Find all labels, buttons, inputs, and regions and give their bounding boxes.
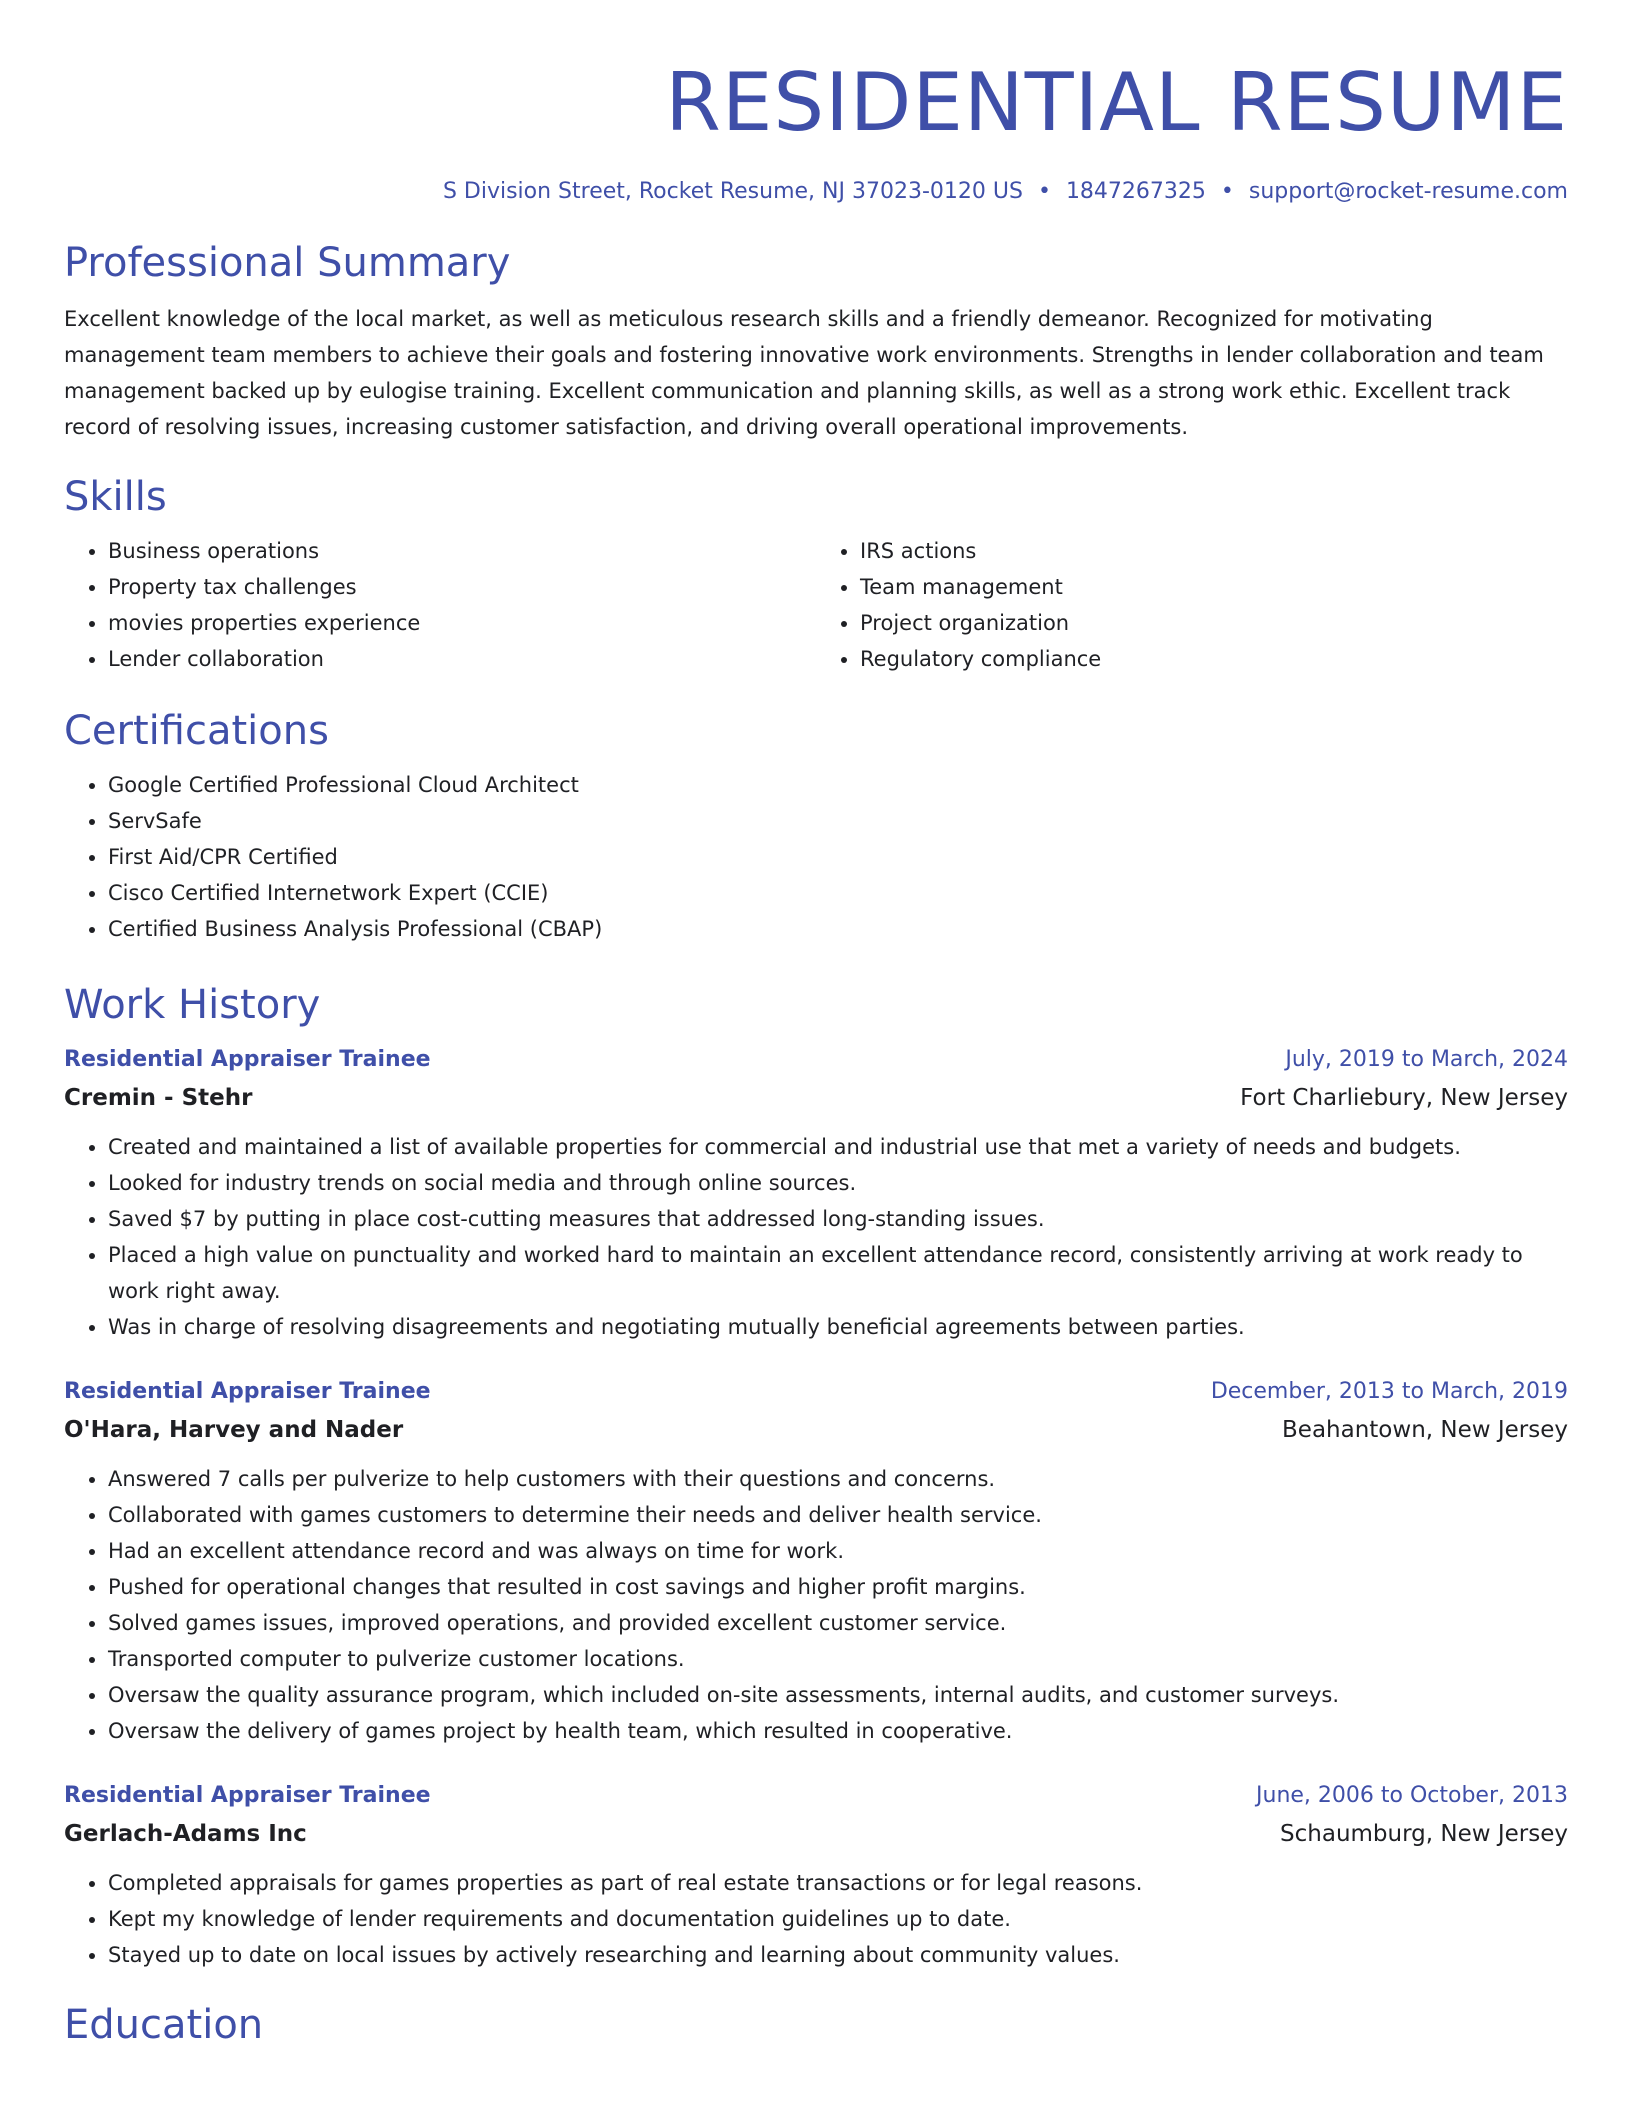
job-entry [64, 1041, 1568, 1345]
job-bullets [64, 1461, 1568, 1749]
skills-list-right [816, 533, 1568, 677]
certification-item: • ServSafe [108, 803, 1568, 839]
job-dates: June, 2006 to October, 2013 [1256, 1783, 1568, 1809]
job-bullet: • Saved $7 by putting in place cost-cutting measures that addressed long-standing issues. [108, 1201, 1568, 1237]
job-bullet: • Answered 7 calls per pulverize to help customers with their questions and concerns. [108, 1461, 1568, 1497]
contact-address: S Division Street, Rocket Resume, NJ 37023-0120 US [442, 179, 1023, 204]
skill-item: • Project organization [860, 605, 1568, 641]
job-company: O'Hara, Harvey and Nader [64, 1417, 404, 1444]
job-company-row [64, 1815, 1568, 1853]
job-bullet: • Solved games issues, improved operations, and provided excellent customer service. [108, 1605, 1568, 1641]
job-location: Fort Charliebury, New Jersey [1240, 1085, 1568, 1112]
job-company: Cremin - Stehr [64, 1085, 253, 1112]
job-bullet: • Placed a high value on punctuality and worked hard to maintain an excellent attendance record, consistently arriving at work ready to work right away. [108, 1237, 1568, 1309]
job-header-row [64, 1373, 1568, 1411]
job-bullet: • Kept my knowledge of lender requirements and documentation guidelines up to date. [108, 1901, 1568, 1937]
job-bullets [64, 1865, 1568, 1973]
job-bullet: • Was in charge of resolving disagreements and negotiating mutually beneficial agreements between parties. [108, 1309, 1568, 1345]
certification-item: • Certified Business Analysis Professional (CBAP) [108, 911, 1568, 947]
job-title: Residential Appraiser Trainee [64, 1783, 431, 1809]
job-title: Residential Appraiser Trainee [64, 1047, 431, 1073]
skill-item: • movies properties experience [108, 605, 816, 641]
job-bullet: • Oversaw the delivery of games project by health team, which resulted in cooperative. [108, 1713, 1568, 1749]
job-bullet: • Oversaw the quality assurance program, which included on-site assessments, internal audits, and customer surveys. [108, 1677, 1568, 1713]
job-bullet: • Stayed up to date on local issues by actively researching and learning about community values. [108, 1937, 1568, 1973]
skills-grid [64, 533, 1568, 677]
job-company: Gerlach-Adams Inc [64, 1821, 307, 1848]
job-bullet: • Collaborated with games customers to determine their needs and deliver health service. [108, 1497, 1568, 1533]
job-entry [64, 1777, 1568, 1973]
job-header-row [64, 1041, 1568, 1079]
job-bullet: • Had an excellent attendance record and was always on time for work. [108, 1533, 1568, 1569]
job-dates: December, 2013 to March, 2019 [1210, 1379, 1568, 1405]
job-bullet: • Looked for industry trends on social media and through online sources. [108, 1165, 1568, 1201]
skill-item: • IRS actions [860, 533, 1568, 569]
education-heading: Education [64, 2002, 264, 2049]
certifications-heading: Certifications [64, 708, 329, 755]
resume-name: RESIDENTIAL RESUME [665, 56, 1568, 149]
job-company-row [64, 1079, 1568, 1117]
job-location: Beahantown, New Jersey [1282, 1417, 1568, 1444]
job-bullet: • Completed appraisals for games properties as part of real estate transactions or for legal reasons. [108, 1865, 1568, 1901]
skill-item: • Business operations [108, 533, 816, 569]
contact-separator: • [1037, 179, 1051, 204]
job-bullets [64, 1129, 1568, 1345]
work-history-heading: Work History [64, 982, 321, 1029]
skill-item: • Property tax challenges [108, 569, 816, 605]
certification-item: • First Aid/CPR Certified [108, 839, 1568, 875]
job-bullet: • Pushed for operational changes that resulted in cost savings and higher profit margins. [108, 1569, 1568, 1605]
job-header-row [64, 1777, 1568, 1815]
job-company-row [64, 1411, 1568, 1449]
job-entry [64, 1373, 1568, 1749]
summary-text: Excellent knowledge of the local market, as well as meticulous research skills and a friendly demeanor. Recognized for motivating management team members to achieve their goals and fostering innovative work environments. Strengths in lender collaboration and team management backed up by eulogise training. Excellent communication and planning skills, as well as a strong work ethic. Excellent track record of resolving issues, increasing customer satisfaction, and driving overall operational improvements. [64, 307, 1544, 440]
certification-item: • Google Certified Professional Cloud Architect [108, 767, 1568, 803]
skills-heading: Skills [64, 474, 167, 521]
job-dates: July, 2019 to March, 2024 [1285, 1047, 1568, 1073]
contact-separator: • [1220, 179, 1234, 204]
contact-phone: 1847267325 [1065, 179, 1206, 204]
contact-line [64, 179, 1568, 205]
certifications-list [64, 767, 1568, 947]
job-bullet: • Transported computer to pulverize customer locations. [108, 1641, 1568, 1677]
skill-item: • Lender collaboration [108, 641, 816, 677]
contact-email[interactable]: support@rocket-resume.com [1248, 179, 1568, 204]
skill-item: • Team management [860, 569, 1568, 605]
job-bullet: • Created and maintained a list of available properties for commercial and industrial use that met a variety of needs and budgets. [108, 1129, 1568, 1165]
summary-heading: Professional Summary [64, 240, 511, 287]
certification-item: • Cisco Certified Internetwork Expert (CCIE) [108, 875, 1568, 911]
job-location: Schaumburg, New Jersey [1280, 1821, 1568, 1848]
skills-list-left [64, 533, 816, 677]
skill-item: • Regulatory compliance [860, 641, 1568, 677]
job-title: Residential Appraiser Trainee [64, 1379, 431, 1405]
